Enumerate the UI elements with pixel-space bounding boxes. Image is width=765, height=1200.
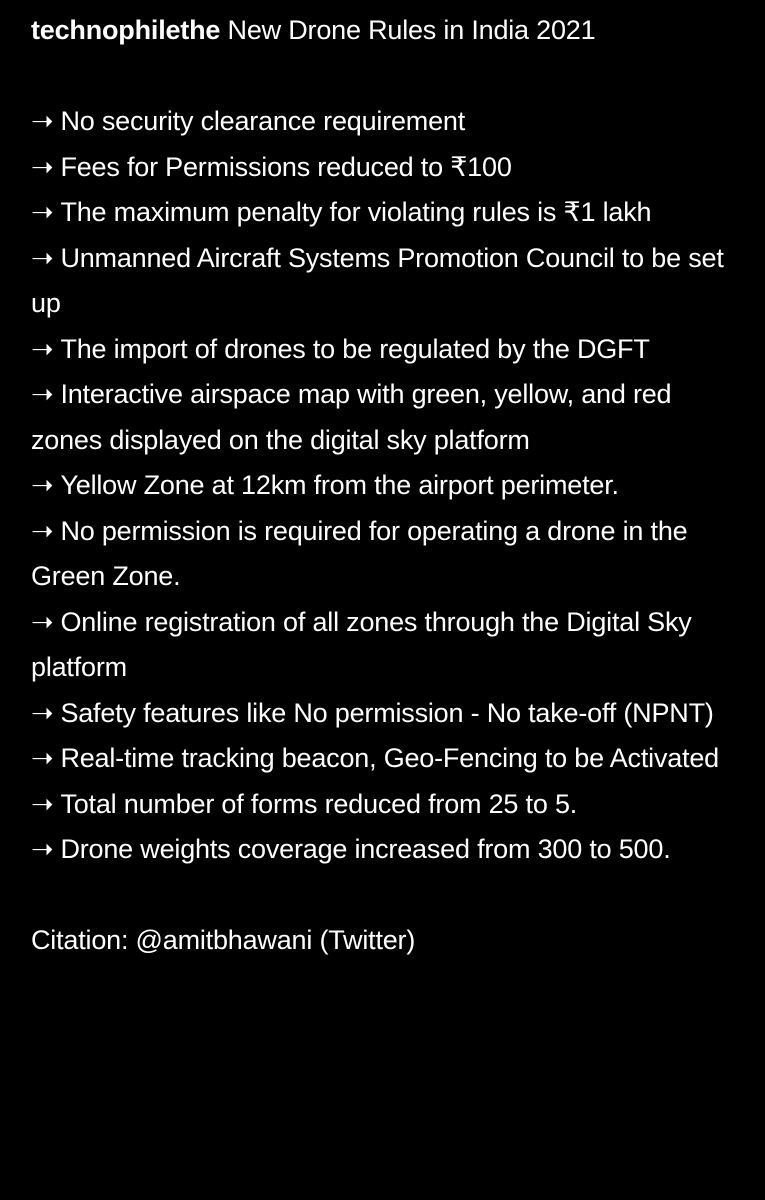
- rule-item-promotion-council: [31, 236, 743, 327]
- caption-title: New Drone Rules in India 2021: [220, 15, 596, 45]
- rule-item-no-security-clearance: [31, 99, 743, 145]
- rule-item-yellow-zone: [31, 463, 743, 509]
- rule-text: Fees for Permissions reduced to ₹100: [60, 151, 512, 182]
- rule-item-online-registration: [31, 600, 743, 691]
- arrow-icon: ➝: [31, 197, 54, 227]
- rule-item-safety-features: [31, 691, 743, 737]
- rule-text: Drone weights coverage increased from 300 to 500.: [60, 834, 671, 864]
- caption-header: [31, 8, 743, 54]
- arrow-icon: ➝: [31, 606, 54, 637]
- rule-text: Yellow Zone at 12km from the airport perimeter.: [60, 470, 619, 500]
- arrow-icon: ➝: [31, 333, 54, 364]
- blank-line: [31, 873, 743, 919]
- blank-line: [31, 54, 743, 100]
- rule-text: The import of drones to be regulated by the DGFT: [60, 333, 650, 364]
- rule-text: Safety features like No permission - No take-off (NPNT): [60, 697, 714, 728]
- arrow-icon: ➝: [31, 834, 54, 864]
- citation-text: Citation: @amitbhawani (Twitter): [31, 925, 416, 955]
- arrow-icon: ➝: [31, 151, 54, 182]
- author-username[interactable]: technophilethe: [31, 15, 221, 45]
- rule-text: Interactive airspace map with green, yellow, and red zones displayed on the digital sky platform: [31, 379, 672, 455]
- rule-text: Total number of forms reduced from 25 to 5.: [60, 788, 578, 819]
- arrow-icon: ➝: [31, 379, 54, 409]
- rule-text: The maximum penalty for violating rules is ₹1 lakh: [60, 197, 652, 227]
- rules-list: [31, 99, 743, 873]
- arrow-icon: ➝: [31, 242, 54, 273]
- rule-text: Online registration of all zones through the Digital Sky platform: [31, 606, 692, 682]
- rule-item-import-regulation: [31, 327, 743, 373]
- arrow-icon: ➝: [31, 515, 54, 546]
- rule-item-fees-reduced: [31, 145, 743, 191]
- rule-text: No permission is required for operating a drone in the Green Zone.: [31, 515, 688, 591]
- rule-text: Unmanned Aircraft Systems Promotion Council to be set up: [31, 242, 724, 318]
- rule-item-max-penalty: [31, 190, 743, 236]
- rule-text: Real-time tracking beacon, Geo-Fencing to be Activated: [60, 743, 719, 773]
- rule-item-green-zone: [31, 509, 743, 600]
- post-caption: [31, 8, 743, 964]
- rule-item-forms-reduced: [31, 782, 743, 828]
- arrow-icon: ➝: [31, 470, 54, 500]
- rule-item-tracking-beacon: [31, 736, 743, 782]
- arrow-icon: ➝: [31, 743, 54, 773]
- arrow-icon: ➝: [31, 788, 54, 819]
- rule-item-weight-coverage: [31, 827, 743, 873]
- rule-text: No security clearance requirement: [60, 106, 466, 136]
- rule-item-airspace-map: [31, 372, 743, 463]
- arrow-icon: ➝: [31, 697, 54, 728]
- arrow-icon: ➝: [31, 106, 54, 136]
